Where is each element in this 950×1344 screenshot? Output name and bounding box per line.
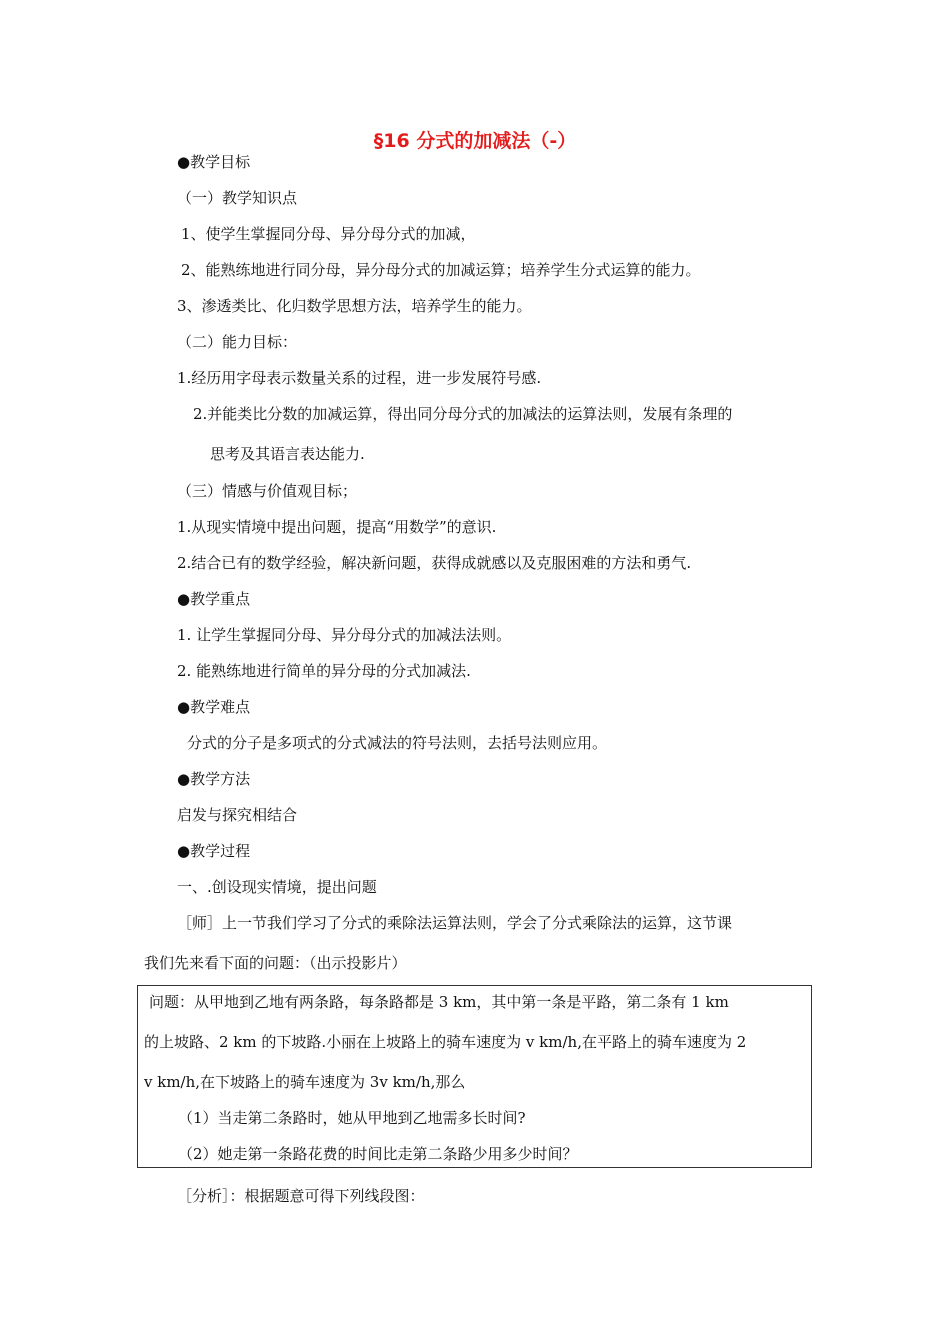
teacher-text-line-1: ［师］上一节我们学习了分式的乘除法运算法则，学会了分式乘除法的运算，这节课 [177, 914, 733, 932]
problem-line-1: 问题：从甲地到乙地有两条路，每条路都是 3 km，其中第一条是平路，第二条有 1 km [149, 993, 729, 1011]
key-heading: ●教学重点 [177, 590, 251, 608]
process-heading: ●教学过程 [177, 842, 251, 860]
page-title: §16 分式的加减法（-） [373, 130, 577, 152]
goals-heading: ●教学目标 [177, 153, 251, 171]
difficulty-heading: ●教学难点 [177, 698, 251, 716]
process-step-1: 一、.创设现实情境，提出问题 [177, 878, 377, 896]
analysis-text: ［分析］：根据题意可得下列线段图： [177, 1187, 425, 1205]
emotion-item-2: 2.结合已有的数学经验，解决新问题，获得成就感以及克服困难的方法和勇气. [177, 554, 692, 572]
key-item-2: 2. 能熟练地进行简单的异分母的分式加减法. [177, 662, 471, 680]
difficulty-text: 分式的分子是多项式的分式减法的符号法则，去括号法则应用。 [187, 734, 608, 752]
emotion-heading: （三）情感与价值观目标； [177, 482, 358, 500]
method-heading: ●教学方法 [177, 770, 251, 788]
problem-line-3: v km/h,在下坡路上的骑车速度为 3v km/h,那么 [144, 1073, 466, 1091]
key-item-1: 1. 让学生掌握同分母、异分母分式的加减法法则。 [177, 626, 512, 644]
problem-question-2: （2）她走第一条路花费的时间比走第二条路少用多少时间？ [178, 1145, 578, 1163]
knowledge-item-1: 1、使学生掌握同分母、异分母分式的加减， [181, 225, 476, 243]
ability-item-2-line-1: 2.并能类比分数的加减运算，得出同分母分式的加减法的运算法则，发展有条理的 [193, 405, 733, 423]
problem-box [137, 985, 812, 1168]
knowledge-heading: （一）教学知识点 [177, 189, 298, 207]
problem-line-2: 的上坡路、2 km 的下坡路.小丽在上坡路上的骑车速度为 v km/h,在平路上的骑车速度为 2 [144, 1033, 747, 1051]
teacher-text-line-2: 我们先来看下面的问题：（出示投影片） [144, 954, 407, 972]
ability-heading: （二）能力目标： [177, 333, 298, 351]
knowledge-item-2: 2、能熟练地进行同分母，异分母分式的加减运算；培养学生分式运算的能力。 [181, 261, 701, 279]
emotion-item-1: 1.从现实情境中提出问题，提高“用数学”的意识. [177, 518, 497, 536]
knowledge-item-3: 3、渗透类比、化归数学思想方法，培养学生的能力。 [177, 297, 532, 315]
method-text: 启发与探究相结合 [177, 806, 298, 824]
problem-question-1: （1）当走第二条路时，她从甲地到乙地需多长时间? [178, 1109, 526, 1127]
ability-item-2-line-2: 思考及其语言表达能力. [210, 445, 365, 463]
ability-item-1: 1.经历用字母表示数量关系的过程，进一步发展符号感. [177, 369, 542, 387]
